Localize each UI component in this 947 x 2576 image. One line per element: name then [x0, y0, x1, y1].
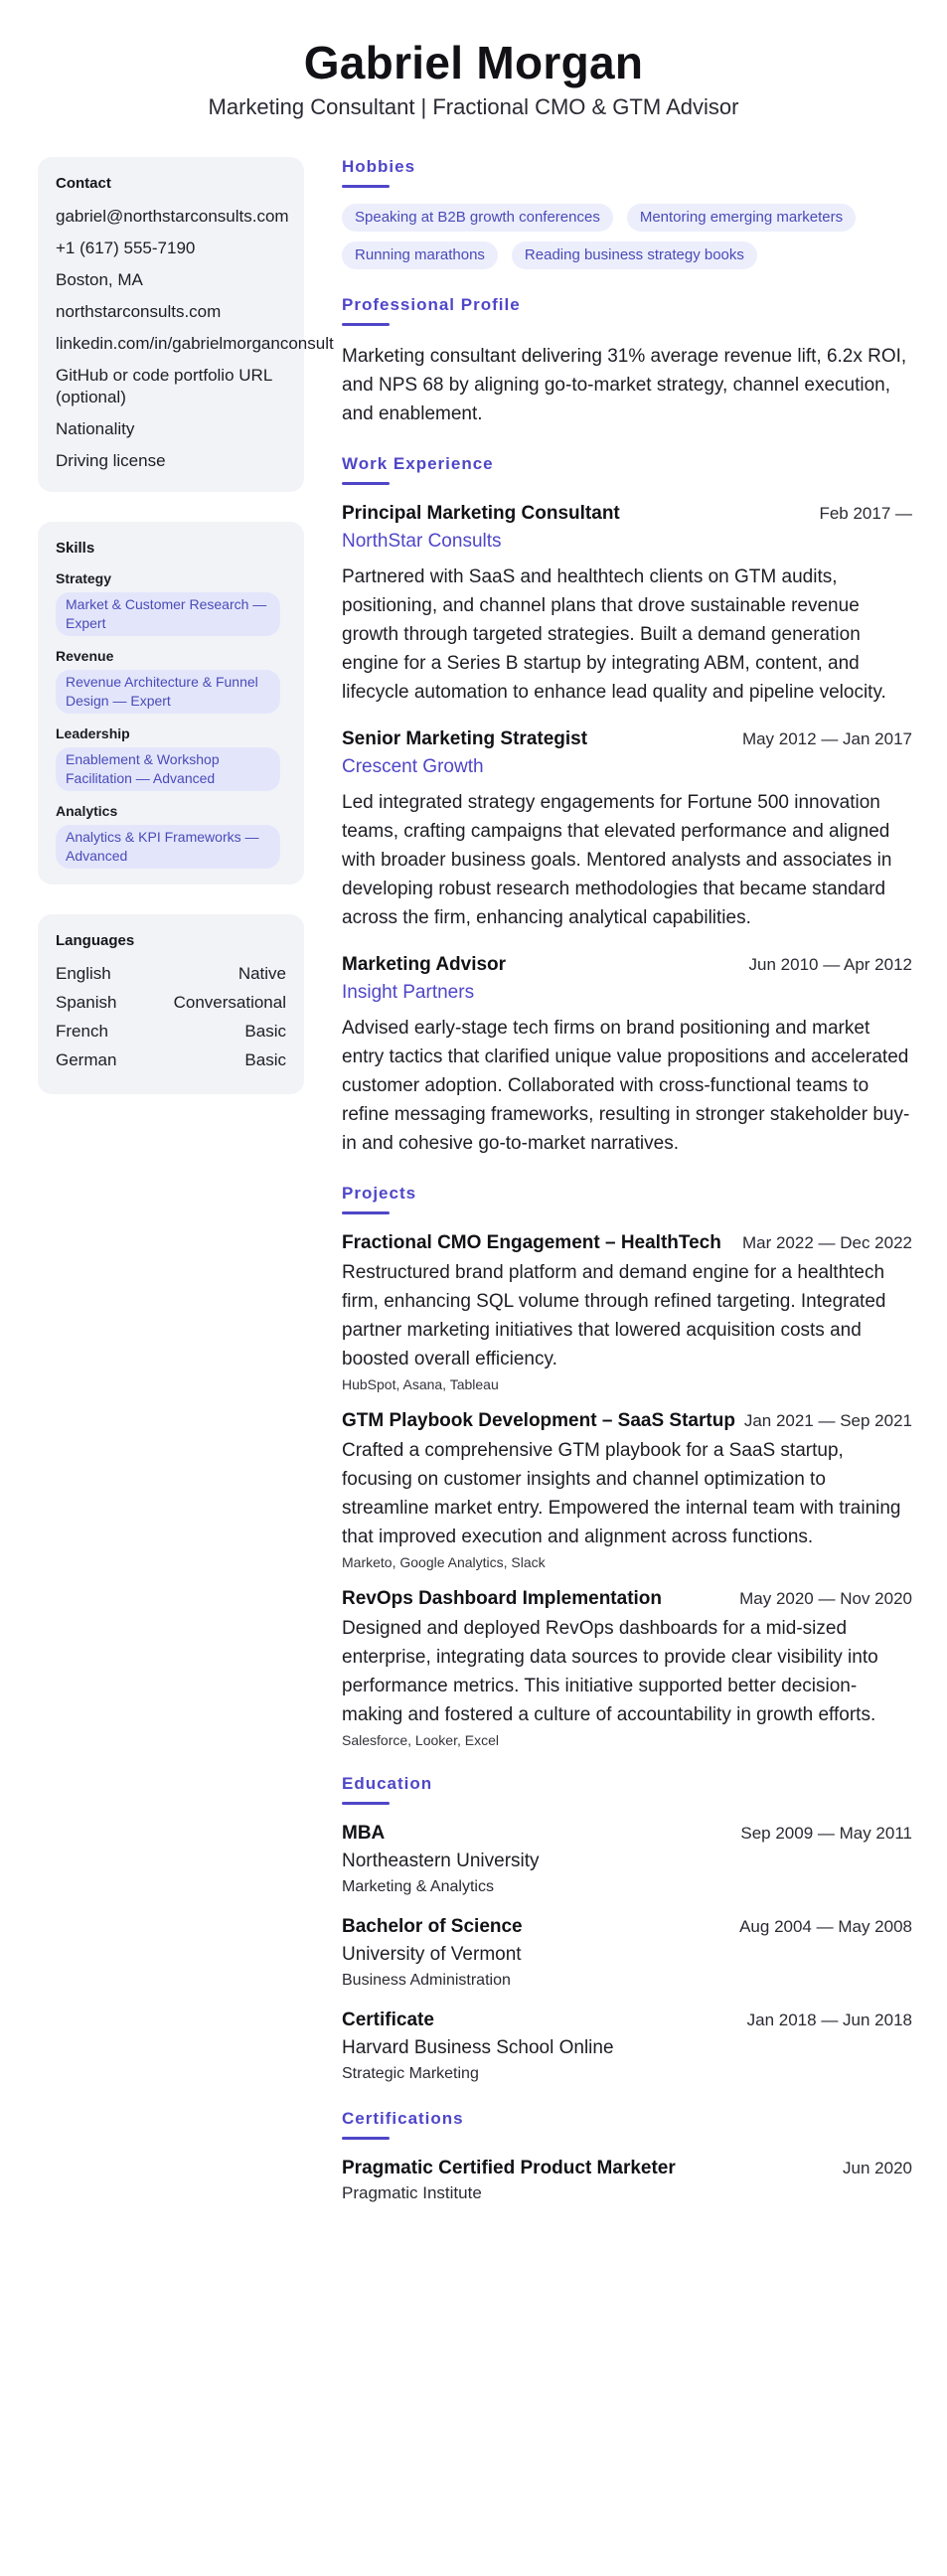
- certifications-section: [342, 2109, 912, 2203]
- contact-email[interactable]: gabriel@northstarconsults.com: [56, 207, 289, 226]
- project-tools: HubSpot, Asana, Tableau: [342, 1376, 499, 1392]
- project-name: GTM Playbook Development – SaaS Startup: [342, 1410, 735, 1431]
- education-title: Education: [342, 1774, 433, 1793]
- section-divider: [342, 482, 390, 485]
- language-level: Native: [237, 964, 286, 983]
- hobbies-section: [342, 157, 912, 269]
- language-name: English: [56, 964, 111, 983]
- contact-location: Boston, MA: [56, 270, 143, 289]
- hobby-tag: Running marathons: [342, 242, 498, 269]
- skills-card: [38, 522, 304, 885]
- profile-section: [342, 295, 912, 428]
- certification-date: Jun 2020: [843, 2159, 912, 2177]
- entry-head: [342, 1408, 912, 1434]
- certification-name: Pragmatic Certified Product Marketer: [342, 2158, 676, 2178]
- certification-issuer: Pragmatic Institute: [342, 2183, 482, 2202]
- job-description: Advised early-stage tech firms on brand positioning and market entry tactics that clarified unique value propositions and accelerated customer adoption. Collaborated with cross-functional teams to refine messaging frameworks, resulting in stronger stakeholder buy-in and cohesive go-to-market narratives.: [342, 1018, 910, 1154]
- language-level: Conversational: [173, 993, 286, 1012]
- entry-head: [342, 726, 912, 752]
- entry-head: [342, 2008, 912, 2033]
- project-entry: [342, 1586, 912, 1748]
- entry-head: [342, 1586, 912, 1612]
- section-divider: [342, 1211, 390, 1214]
- project-tools: Marketo, Google Analytics, Slack: [342, 1554, 546, 1570]
- job-date: Jun 2010 — Apr 2012: [748, 955, 912, 974]
- project-date: May 2020 — Nov 2020: [739, 1589, 912, 1608]
- hobby-list: [342, 204, 898, 269]
- language-level: Basic: [244, 1050, 286, 1069]
- skill-group: [56, 648, 286, 714]
- contact-nationality: Nationality: [56, 419, 135, 438]
- job-date: May 2012 — Jan 2017: [741, 729, 912, 748]
- project-entry: [342, 1230, 912, 1392]
- language-row: [56, 992, 286, 1014]
- sidebar: [38, 157, 334, 1124]
- skill-pill: Enablement & Workshop Facilitation — Advanced: [56, 747, 280, 791]
- skill-group-name: Revenue: [56, 648, 114, 664]
- education-date: Sep 2009 — May 2011: [740, 1824, 912, 1843]
- resume-header: [0, 0, 947, 127]
- section-divider: [342, 1802, 390, 1805]
- education-entry: [342, 1821, 912, 1896]
- degree-name: MBA: [342, 1823, 386, 1844]
- experience-title: Work Experience: [342, 454, 494, 473]
- skill-group-name: Analytics: [56, 803, 118, 819]
- languages-card: [38, 914, 304, 1094]
- skill-group: [56, 725, 286, 791]
- contact-phone[interactable]: +1 (617) 555-7190: [56, 239, 196, 257]
- contact-portfolio: GitHub or code portfolio URL (optional): [56, 366, 272, 406]
- skill-pill: Revenue Architecture & Funnel Design — Expert: [56, 670, 280, 714]
- skill-pill: Analytics & KPI Frameworks — Advanced: [56, 825, 280, 869]
- school-name: University of Vermont: [342, 1944, 522, 1965]
- contact-license: Driving license: [56, 451, 166, 470]
- candidate-headline: Marketing Consultant | Fractional CMO & GTM Advisor: [208, 94, 739, 119]
- field-of-study: Marketing & Analytics: [342, 1878, 494, 1895]
- school-name: Northeastern University: [342, 1851, 540, 1871]
- education-date: Jan 2018 — Jun 2018: [746, 2011, 912, 2029]
- certification-entry: [342, 2156, 912, 2203]
- language-name: German: [56, 1050, 117, 1069]
- language-row: [56, 963, 286, 985]
- language-name: Spanish: [56, 993, 117, 1012]
- contact-card: [38, 157, 334, 492]
- field-of-study: Business Administration: [342, 1972, 511, 1989]
- education-section: [342, 1774, 912, 2083]
- job-company: Insight Partners: [342, 982, 475, 1003]
- skills-title: Skills: [56, 540, 95, 557]
- skill-group-name: Strategy: [56, 570, 112, 586]
- entry-head: [342, 2156, 912, 2181]
- education-entry: [342, 2008, 912, 2083]
- skill-group: [56, 803, 286, 869]
- project-entry: [342, 1408, 912, 1570]
- section-divider: [342, 185, 390, 188]
- profile-title: Professional Profile: [342, 295, 521, 314]
- contact-linkedin[interactable]: linkedin.com/in/gabrielmorganconsult: [56, 334, 334, 353]
- school-name: Harvard Business School Online: [342, 2037, 614, 2058]
- language-row: [56, 1049, 286, 1071]
- section-divider: [342, 323, 390, 326]
- education-date: Aug 2004 — May 2008: [739, 1917, 912, 1936]
- experience-entry: [342, 726, 912, 932]
- job-title: Principal Marketing Consultant: [342, 503, 620, 524]
- entry-head: [342, 1821, 912, 1847]
- education-entry: [342, 1914, 912, 1990]
- hobbies-title: Hobbies: [342, 157, 416, 176]
- skill-group-name: Leadership: [56, 725, 130, 741]
- certifications-title: Certifications: [342, 2109, 464, 2128]
- job-date: Feb 2017 —: [819, 504, 912, 523]
- language-name: French: [56, 1022, 108, 1041]
- project-name: RevOps Dashboard Implementation: [342, 1588, 663, 1609]
- project-description: Restructured brand platform and demand engine for a healthtech firm, enhancing SQL volume through refined targeting. Integrated partner marketing initiatives that lowered acquisition costs and boosted overall efficiency.: [342, 1262, 886, 1369]
- entry-head: [342, 501, 912, 527]
- degree-name: Certificate: [342, 2010, 434, 2030]
- project-description: Designed and deployed RevOps dashboards for a mid-sized enterprise, integrating data sources to provide clear visibility into performance metrics. This initiative supported better decision-making and fostered a culture of accountability in growth efforts.: [342, 1618, 878, 1725]
- hobby-tag: Speaking at B2B growth conferences: [342, 204, 613, 232]
- degree-name: Bachelor of Science: [342, 1916, 523, 1937]
- job-description: Led integrated strategy engagements for Fortune 500 innovation teams, crafting campaigns that elevated performance and aligned with broader business goals. Mentored analysts and associates in developing robust research methodologies that became standard across the firm, enhancing analytical capabilities.: [342, 792, 892, 928]
- projects-section: [342, 1184, 912, 1748]
- job-company: NorthStar Consults: [342, 531, 502, 552]
- skill-group: [56, 570, 286, 636]
- project-description: Crafted a comprehensive GTM playbook for a SaaS startup, focusing on customer insights and channel optimization to streamline market entry. Empowered the internal team with training that improved execution and alignment across functions.: [342, 1440, 901, 1547]
- languages-title: Languages: [56, 932, 135, 949]
- project-date: Mar 2022 — Dec 2022: [741, 1233, 912, 1252]
- experience-entry: [342, 952, 912, 1158]
- experience-entry: [342, 501, 912, 707]
- project-date: Jan 2021 — Sep 2021: [743, 1411, 912, 1430]
- language-level: Basic: [244, 1022, 286, 1041]
- job-title: Senior Marketing Strategist: [342, 728, 588, 749]
- entry-head: [342, 952, 912, 978]
- contact-title: Contact: [56, 175, 111, 192]
- projects-title: Projects: [342, 1184, 417, 1203]
- language-row: [56, 1021, 286, 1043]
- skill-pill: Market & Customer Research — Expert: [56, 592, 280, 636]
- hobby-tag: Reading business strategy books: [512, 242, 757, 269]
- job-description: Partnered with SaaS and healthtech clients on GTM audits, positioning, and channel plans that drove sustainable revenue growth through targeted strategies. Built a demand generation engine for a Series B startup by integrating ABM, content, and lifecycle automation to enhance lead quality and pipeline velocity.: [342, 566, 886, 703]
- candidate-name: Gabriel Morgan: [303, 37, 644, 88]
- entry-head: [342, 1230, 912, 1256]
- project-tools: Salesforce, Looker, Excel: [342, 1732, 499, 1748]
- entry-head: [342, 1914, 912, 1940]
- hobby-tag: Mentoring emerging marketers: [627, 204, 856, 232]
- job-company: Crescent Growth: [342, 756, 484, 777]
- job-title: Marketing Advisor: [342, 954, 507, 975]
- field-of-study: Strategic Marketing: [342, 2065, 479, 2082]
- contact-website[interactable]: northstarconsults.com: [56, 302, 222, 321]
- experience-section: [342, 454, 912, 1158]
- profile-summary: Marketing consultant delivering 31% average revenue lift, 6.2x ROI, and NPS 68 by aligning go-to-market strategy, channel execution, and enablement.: [342, 346, 907, 424]
- project-name: Fractional CMO Engagement – HealthTech: [342, 1232, 721, 1253]
- main-column: [342, 157, 912, 2229]
- section-divider: [342, 2137, 390, 2140]
